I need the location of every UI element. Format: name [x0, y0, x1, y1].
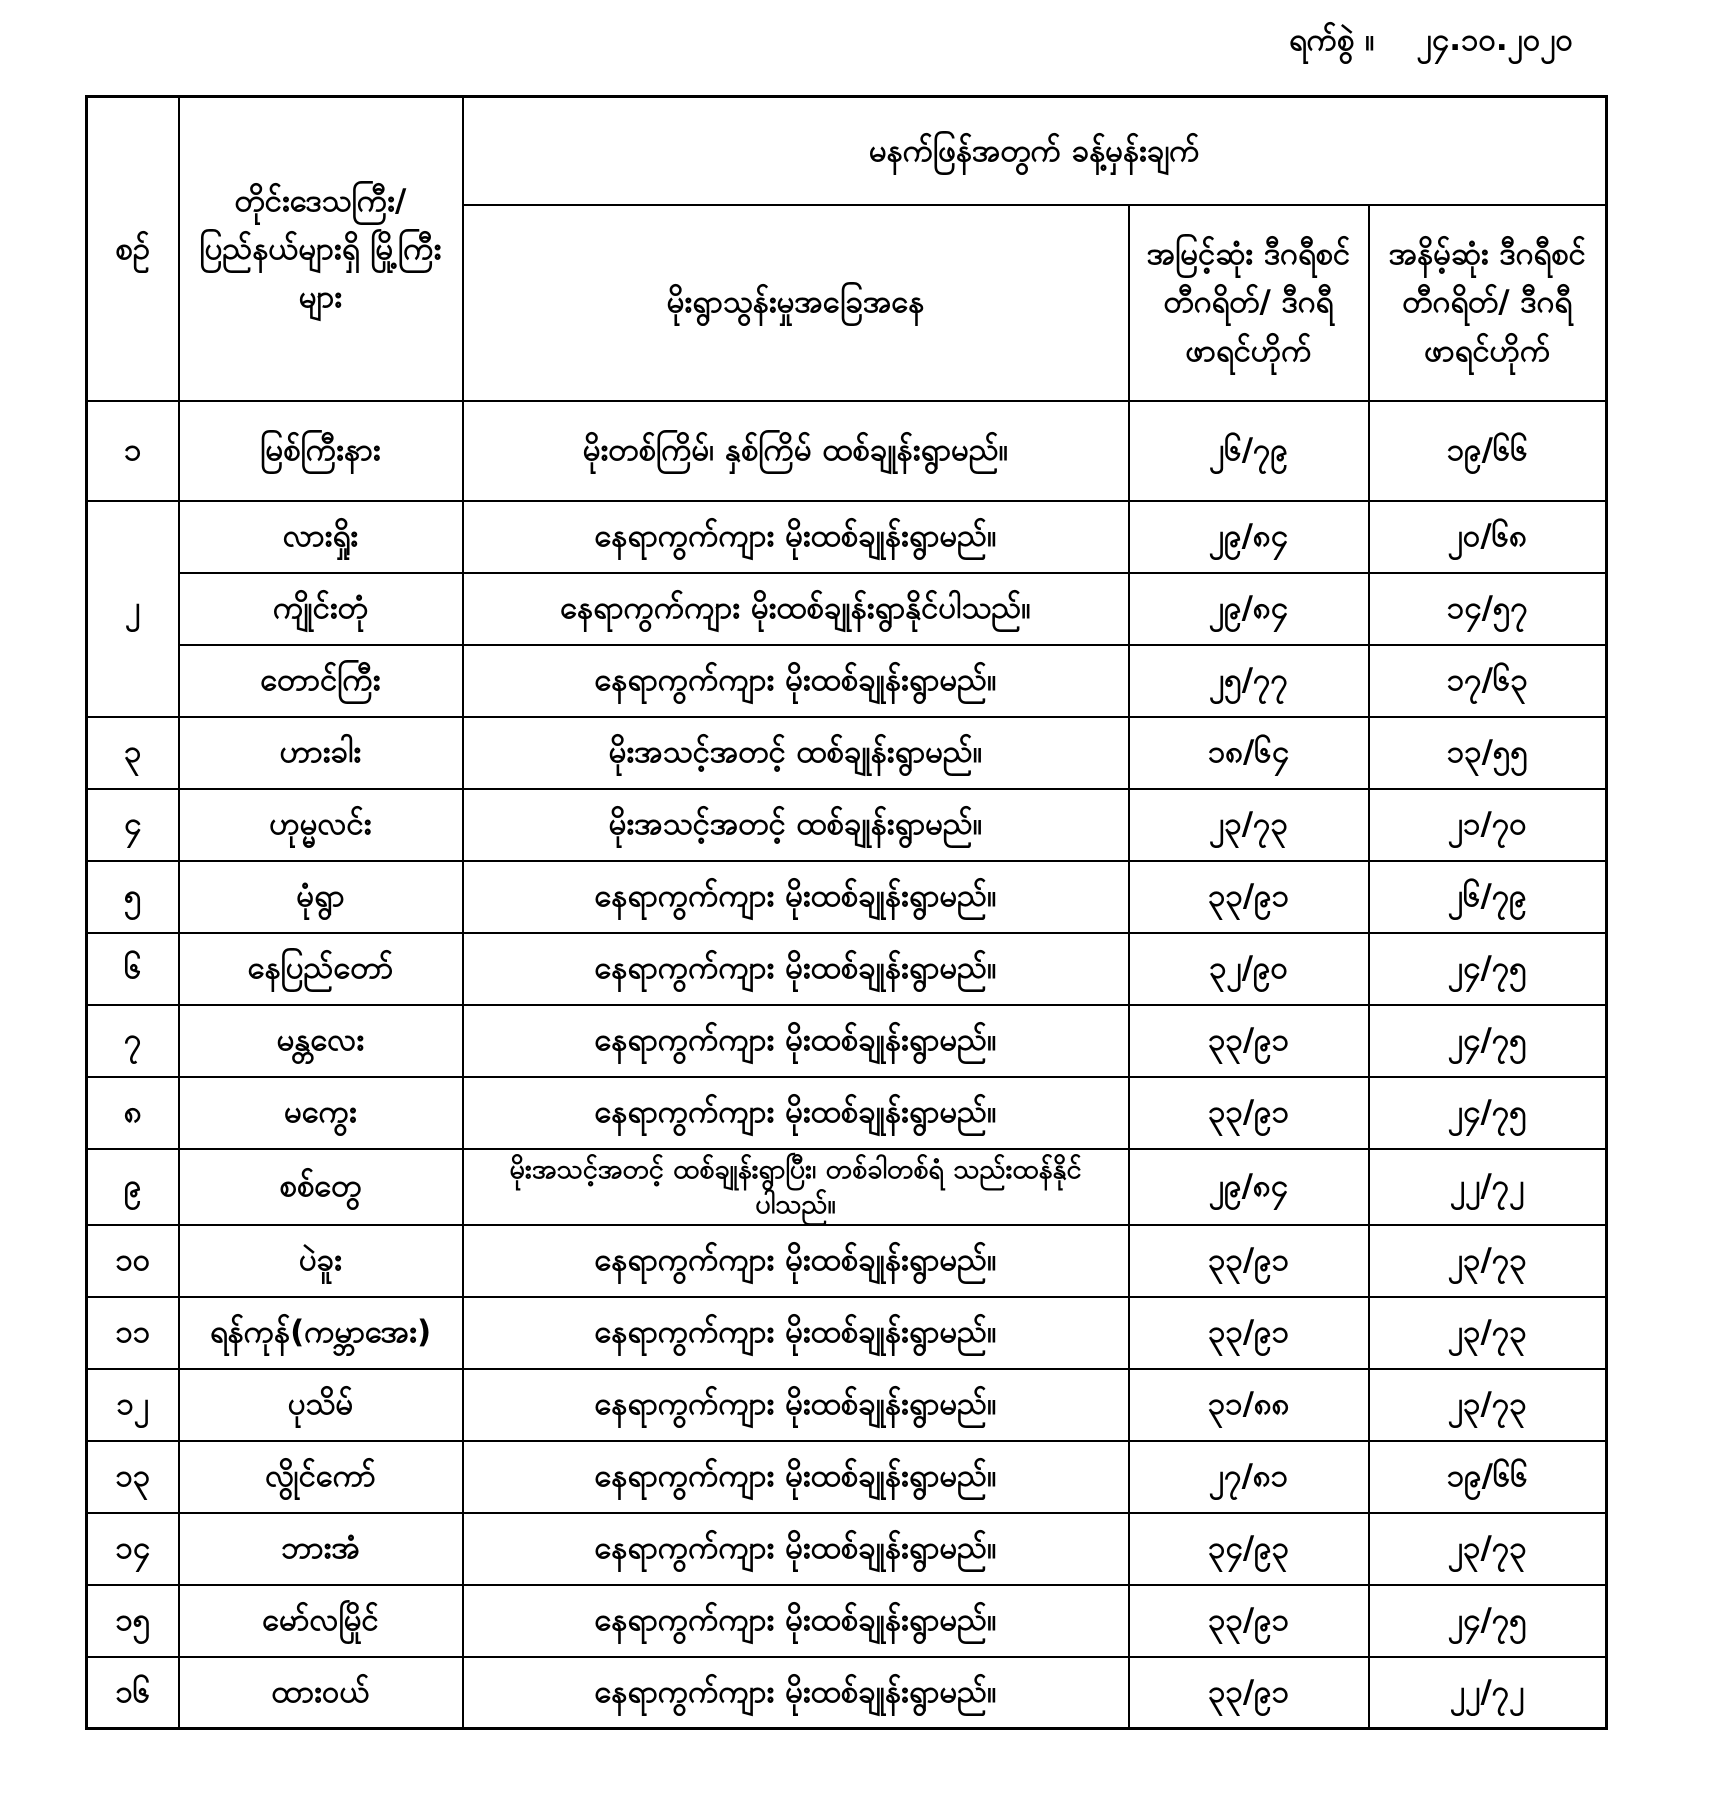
condition-cell: နေရာကွက်ကျား မိုးထစ်ချုန်းရွာမည်။	[463, 933, 1129, 1005]
table-row	[87, 1077, 1607, 1149]
max-temp-cell: ၂၆/၇၉	[1129, 401, 1369, 501]
table-row	[87, 1657, 1607, 1729]
condition-cell: နေရာကွက်ကျား မိုးထစ်ချုန်းရွာမည်။	[463, 1297, 1129, 1369]
city-cell: မကွေး	[179, 1077, 463, 1149]
city-cell: မုံရွာ	[179, 861, 463, 933]
max-temp-cell: ၃၃/၉၁	[1129, 1005, 1369, 1077]
city-cell: ပဲခူး	[179, 1225, 463, 1297]
col-header-cities: တိုင်းဒေသကြီး/ ပြည်နယ်များရှိ မြို့ကြီးများ	[179, 97, 463, 401]
city-cell: တောင်ကြီး	[179, 645, 463, 717]
max-temp-cell: ၂၃/၇၃	[1129, 789, 1369, 861]
row-number-cell: ၁၀	[87, 1225, 179, 1297]
table-row	[87, 789, 1607, 861]
min-temp-cell: ၂၃/၇၃	[1369, 1225, 1607, 1297]
row-number-cell: ၁၅	[87, 1585, 179, 1657]
max-temp-cell: ၃၃/၉၁	[1129, 1077, 1369, 1149]
condition-cell: နေရာကွက်ကျား မိုးထစ်ချုန်းရွာမည်။	[463, 1077, 1129, 1149]
condition-cell: နေရာကွက်ကျား မိုးထစ်ချုန်းရွာမည်။	[463, 645, 1129, 717]
min-temp-cell: ၁၇/၆၃	[1369, 645, 1607, 717]
min-temp-cell: ၂၃/၇၃	[1369, 1369, 1607, 1441]
max-temp-cell: ၂၉/၈၄	[1129, 573, 1369, 645]
row-number-cell: ၉	[87, 1149, 179, 1225]
condition-cell: နေရာကွက်ကျား မိုးထစ်ချုန်းရွာမည်။	[463, 1657, 1129, 1729]
city-cell: ပုသိမ်	[179, 1369, 463, 1441]
row-number-cell: ၁၂	[87, 1369, 179, 1441]
min-temp-cell: ၂၂/၇၂	[1369, 1657, 1607, 1729]
city-cell: နေပြည်တော်	[179, 933, 463, 1005]
table-row	[87, 717, 1607, 789]
col-header-max-temp: အမြင့်ဆုံး ဒီဂရီစင်တီဂရိတ်/ ဒီဂရီဖာရင်ဟိုက်	[1129, 205, 1369, 401]
city-cell: ကျိုင်းတုံ	[179, 573, 463, 645]
city-cell: စစ်တွေ	[179, 1149, 463, 1225]
table-row	[87, 1585, 1607, 1657]
condition-cell: နေရာကွက်ကျား မိုးထစ်ချုန်းရွာမည်။	[463, 1369, 1129, 1441]
condition-cell: မိုးအသင့်အတင့် ထစ်ချုန်းရွာမည်။	[463, 789, 1129, 861]
condition-cell: နေရာကွက်ကျား မိုးထစ်ချုန်းရွာမည်။	[463, 1225, 1129, 1297]
table-row	[87, 1297, 1607, 1369]
row-number-cell: ၁၆	[87, 1657, 179, 1729]
row-number-cell: ၈	[87, 1077, 179, 1149]
max-temp-cell: ၃၂/၉၀	[1129, 933, 1369, 1005]
table-row	[87, 1225, 1607, 1297]
max-temp-cell: ၁၈/၆၄	[1129, 717, 1369, 789]
table-row	[87, 501, 1607, 573]
row-number-cell: ၁၃	[87, 1441, 179, 1513]
city-cell: မော်လမြိုင်	[179, 1585, 463, 1657]
condition-cell: နေရာကွက်ကျား မိုးထစ်ချုန်းရွာမည်။	[463, 1585, 1129, 1657]
condition-cell: မိုးတစ်ကြိမ်၊ နှစ်ကြိမ် ထစ်ချုန်းရွာမည်။	[463, 401, 1129, 501]
date-line	[1289, 20, 1573, 66]
col-header-min-temp: အနိမ့်ဆုံး ဒီဂရီစင်တီဂရိတ်/ ဒီဂရီဖာရင်ဟိုက်	[1369, 205, 1607, 401]
table-row	[87, 861, 1607, 933]
min-temp-cell: ၂၄/၇၅	[1369, 1005, 1607, 1077]
min-temp-cell: ၂၄/၇၅	[1369, 1077, 1607, 1149]
min-temp-cell: ၂၄/၇၅	[1369, 933, 1607, 1005]
max-temp-cell: ၂၉/၈၄	[1129, 501, 1369, 573]
max-temp-cell: ၃၁/၈၈	[1129, 1369, 1369, 1441]
condition-cell: နေရာကွက်ကျား မိုးထစ်ချုန်းရွာမည်။	[463, 861, 1129, 933]
row-number-cell: ၇	[87, 1005, 179, 1077]
city-cell: ရန်ကုန်(ကမ္ဘာအေး)	[179, 1297, 463, 1369]
table-row	[87, 401, 1607, 501]
row-number-cell: ၂	[87, 501, 179, 717]
min-temp-cell: ၂၄/၇၅	[1369, 1585, 1607, 1657]
table-body	[87, 401, 1607, 1729]
min-temp-cell: ၂၀/၆၈	[1369, 501, 1607, 573]
condition-cell: နေရာကွက်ကျား မိုးထစ်ချုန်းရွာမည်။	[463, 501, 1129, 573]
min-temp-cell: ၂၂/၇၂	[1369, 1149, 1607, 1225]
city-cell: လွိုင်ကော်	[179, 1441, 463, 1513]
condition-cell: မိုးအသင့်အတင့် ထစ်ချုန်းရွာမည်။	[463, 717, 1129, 789]
city-cell: ဟားခါး	[179, 717, 463, 789]
min-temp-cell: ၁၄/၅၇	[1369, 573, 1607, 645]
max-temp-cell: ၂၅/၇၇	[1129, 645, 1369, 717]
min-temp-cell: ၁၃/၅၅	[1369, 717, 1607, 789]
max-temp-cell: ၃၃/၉၁	[1129, 1585, 1369, 1657]
city-cell: ဟုမ္မလင်း	[179, 789, 463, 861]
row-number-cell: ၁	[87, 401, 179, 501]
row-number-cell: ၆	[87, 933, 179, 1005]
min-temp-cell: ၂၃/၇၃	[1369, 1513, 1607, 1585]
condition-cell: နေရာကွက်ကျား မိုးထစ်ချုန်းရွာမည်။	[463, 1441, 1129, 1513]
row-number-cell: ၄	[87, 789, 179, 861]
min-temp-cell: ၂၆/၇၉	[1369, 861, 1607, 933]
max-temp-cell: ၂၇/၈၁	[1129, 1441, 1369, 1513]
max-temp-cell: ၂၉/၈၄	[1129, 1149, 1369, 1225]
condition-cell: နေရာကွက်ကျား မိုးထစ်ချုန်းရွာနိုင်ပါသည်။	[463, 573, 1129, 645]
table-row	[87, 1149, 1607, 1225]
city-cell: ထားဝယ်	[179, 1657, 463, 1729]
date-label: ရက်စွဲ ။	[1288, 22, 1375, 58]
table-row	[87, 645, 1607, 717]
table-row	[87, 933, 1607, 1005]
table-row	[87, 573, 1607, 645]
city-cell: လားရှိုး	[179, 501, 463, 573]
col-header-no: စဉ်	[87, 97, 179, 401]
col-header-condition: မိုးရွာသွန်းမှုအခြေအနေ	[463, 205, 1129, 401]
condition-cell: နေရာကွက်ကျား မိုးထစ်ချုန်းရွာမည်။	[463, 1005, 1129, 1077]
row-number-cell: ၃	[87, 717, 179, 789]
table-row	[87, 1369, 1607, 1441]
max-temp-cell: ၃၃/၉၁	[1129, 1297, 1369, 1369]
condition-cell: မိုးအသင့်အတင့် ထစ်ချုန်းရွာပြီး၊ တစ်ခါတစ်ရံ သည်းထန်နိုင်ပါသည်။	[463, 1149, 1129, 1225]
max-temp-cell: ၃၄/၉၃	[1129, 1513, 1369, 1585]
city-cell: ဘားအံ	[179, 1513, 463, 1585]
city-cell: မန္တလေး	[179, 1005, 463, 1077]
max-temp-cell: ၃၃/၉၁	[1129, 861, 1369, 933]
city-cell: မြစ်ကြီးနား	[179, 401, 463, 501]
condition-cell: နေရာကွက်ကျား မိုးထစ်ချုန်းရွာမည်။	[463, 1513, 1129, 1585]
weather-forecast-table	[85, 95, 1608, 1730]
min-temp-cell: ၁၉/၆၆	[1369, 401, 1607, 501]
table-row	[87, 1005, 1607, 1077]
max-temp-cell: ၃၃/၉၁	[1129, 1657, 1369, 1729]
min-temp-cell: ၁၉/၆၆	[1369, 1441, 1607, 1513]
row-number-cell: ၁၄	[87, 1513, 179, 1585]
col-header-forecast-group: မနက်ဖြန်အတွက် ခန့်မှန်းချက်	[463, 97, 1607, 205]
date-value: ၂၄.၁၀.၂၀၂၀	[1416, 22, 1573, 58]
table-header	[87, 97, 1607, 401]
min-temp-cell: ၂၁/၇၀	[1369, 789, 1607, 861]
row-number-cell: ၅	[87, 861, 179, 933]
min-temp-cell: ၂၃/၇၃	[1369, 1297, 1607, 1369]
max-temp-cell: ၃၃/၉၁	[1129, 1225, 1369, 1297]
table-row	[87, 1513, 1607, 1585]
row-number-cell: ၁၁	[87, 1297, 179, 1369]
table-row	[87, 1441, 1607, 1513]
